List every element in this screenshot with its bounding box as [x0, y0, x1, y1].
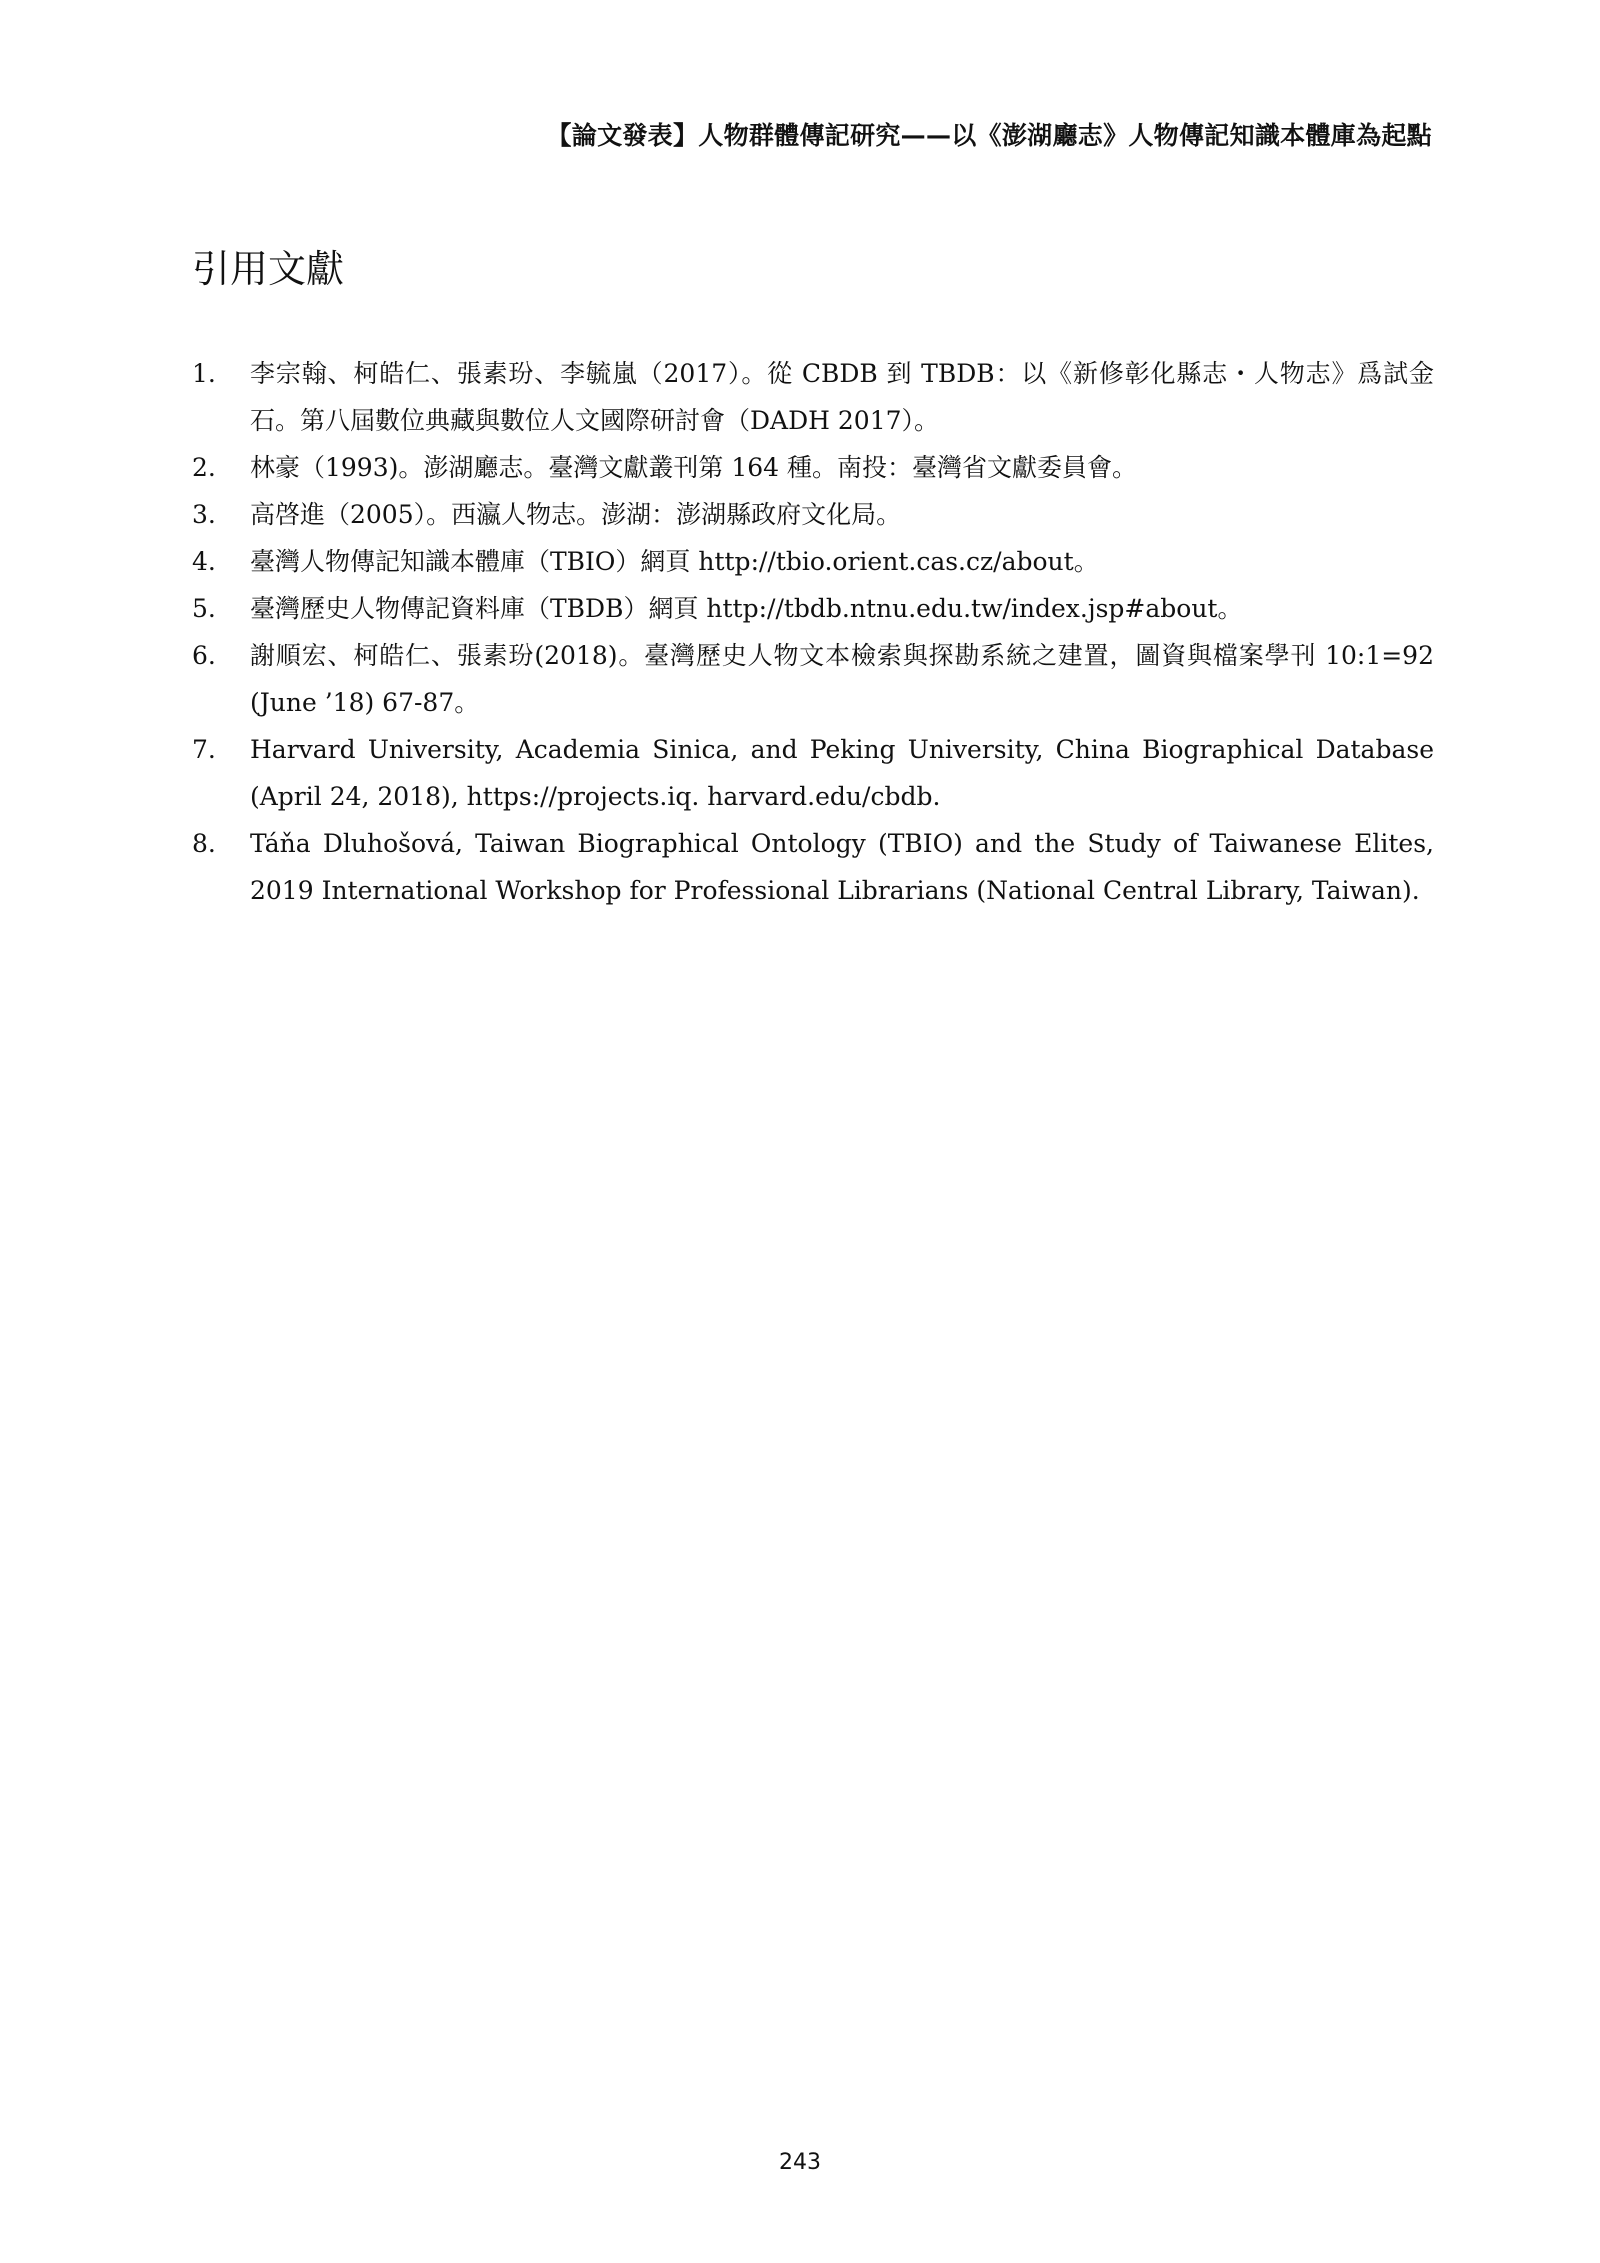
- reference-list: [192, 350, 1434, 914]
- reference-number: 4.: [192, 547, 216, 576]
- reference-text: Harvard University, Academia Sinica, and Peking University, China Biographical Database (April 24, 2018), https://projects.iq. harvard.edu/cbdb.: [250, 735, 1434, 811]
- reference-item: [192, 585, 1434, 632]
- section-title: 引用文獻: [192, 247, 345, 291]
- reference-item: [192, 538, 1434, 585]
- reference-number: 6.: [192, 641, 216, 670]
- reference-number: 1.: [192, 359, 216, 388]
- reference-text: 林豪（1993)。澎湖廳志。臺灣文獻叢刊第 164 種。南投：臺灣省文獻委員會。: [250, 453, 1137, 482]
- page-number: 243: [779, 2150, 821, 2175]
- reference-item: [192, 726, 1434, 820]
- reference-item: [192, 444, 1434, 491]
- reference-text: 臺灣人物傳記知識本體庫（TBIO）網頁 http://tbio.orient.cas.cz/about。: [250, 547, 1099, 576]
- reference-item: [192, 820, 1434, 914]
- reference-number: 7.: [192, 735, 216, 764]
- reference-number: 8.: [192, 829, 216, 858]
- reference-item: [192, 350, 1434, 444]
- reference-number: 2.: [192, 453, 216, 482]
- reference-text: 李宗翰、柯皓仁、張素玢、李毓嵐（2017）。從 CBDB 到 TBDB：以《新修彰化縣志・人物志》爲試金石。第八屆數位典藏與數位人文國際研討會（DADH 2017）。: [250, 359, 1434, 435]
- reference-number: 5.: [192, 594, 216, 623]
- running-header: 【論文發表】人物群體傳記研究——以《澎湖廳志》人物傳記知識本體庫為起點: [546, 121, 1432, 150]
- reference-text: 臺灣歷史人物傳記資料庫（TBDB）網頁 http://tbdb.ntnu.edu.tw/index.jsp#about。: [250, 594, 1243, 623]
- reference-text: 高啓進（2005）。西瀛人物志。澎湖：澎湖縣政府文化局。: [250, 500, 902, 529]
- reference-number: 3.: [192, 500, 216, 529]
- reference-text: 謝順宏、柯皓仁、張素玢(2018)。臺灣歷史人物文本檢索與探勘系統之建置，圖資與檔案學刊 10:1=92 (June ’18) 67-87。: [250, 641, 1434, 717]
- reference-text: Táňa Dluhošová, Taiwan Biographical Ontology (TBIO) and the Study of Taiwanese Elites, 2019 International Workshop for Professional Librarians (National Central Library, Taiwan).: [250, 829, 1434, 905]
- reference-item: [192, 491, 1434, 538]
- reference-item: [192, 632, 1434, 726]
